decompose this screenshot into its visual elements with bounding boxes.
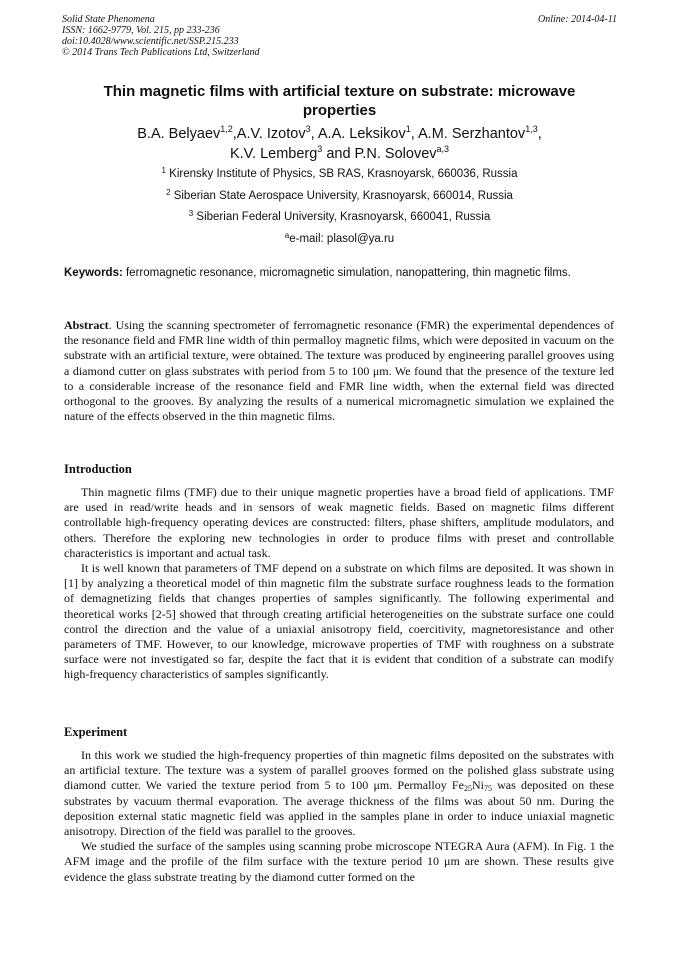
affiliation-sup: 2 <box>166 188 171 197</box>
abstract <box>64 318 614 424</box>
keywords <box>64 266 614 281</box>
author-sup: 1 <box>405 124 411 134</box>
introduction-heading: Introduction <box>64 462 132 476</box>
journal-copyright: © 2014 Trans Tech Publications Ltd, Switzerland <box>62 47 260 58</box>
introduction-body <box>64 485 614 683</box>
abstract-label: Abstract <box>64 318 109 332</box>
affiliation-1 <box>62 167 617 181</box>
author-separator: , <box>537 126 542 142</box>
exp-paragraph-1 <box>64 748 614 839</box>
journal-issn: ISSN: 1662-9779, Vol. 215, pp 233-236 <box>62 25 220 36</box>
author-solovev: and P.N. Solovev <box>322 146 437 162</box>
paper-title <box>62 82 617 120</box>
exp-paragraph-2: We studied the surface of the samples using scanning probe microscope NTEGRA Aura (AFM). In Fig. 1 the AFM image and the profile of the film surface with the texture period 10 μm are shown. These results give evidence the glass substrate treating by the diamond cutter formed on the <box>64 839 614 884</box>
author-izotov: ,A.V. Izotov <box>232 126 306 142</box>
author-sup: 1,3 <box>525 124 538 134</box>
affiliation-sup: 3 <box>188 209 194 218</box>
affiliation-text: Siberian Federal University, Krasnoyarsk, 660041, Russia <box>193 211 491 223</box>
affiliation-2 <box>62 189 617 203</box>
journal-name: Solid State Phenomena <box>62 14 155 25</box>
author-list <box>62 124 617 164</box>
intro-paragraph-1: Thin magnetic films (TMF) due to their unique magnetic properties have a broad field of applications. TMF are used in read/write heads and in sensors of weak magnetic fields. Based on magnetic films different controllable high-frequency operating devices are constructed: filters, phase shifters, amplitude modulators, and others. Therefore the exploring new technologies in order to produce films with preset and controllable characteristics is important and actual task. <box>64 485 614 560</box>
online-date: Online: 2014-04-11 <box>538 14 617 25</box>
email-sup: a <box>284 231 290 240</box>
title-line-2: properties <box>302 102 377 119</box>
author-sup: 3 <box>305 124 311 134</box>
author-sup: a,3 <box>436 144 450 154</box>
keywords-label: Keywords: <box>64 267 123 279</box>
subscript: 25 <box>463 784 472 794</box>
exp-text: was deposited on these substrates by vacuum thermal evaporation. The average thickness of the films was about 50 nm. During the deposition external static magnetic field was applied in the samples plane in order to induce uniaxial magnetic anisotropy. Direction of the field was parallel to the grooves. <box>64 778 614 839</box>
email-text[interactable]: e-mail: plasol@ya.ru <box>289 233 395 245</box>
affiliation-text: Siberian State Aerospace University, Krasnoyarsk, 660014, Russia <box>170 190 513 202</box>
journal-header <box>62 14 617 58</box>
exp-text: In this work we studied the high-frequency properties of thin magnetic films deposited on the substrates with an artificial texture. The texture was a system of parallel grooves formed on the polished glass substrate using diamond cutter. We varied the texture period from 5 to 100 μm. Permalloy Fe <box>64 748 614 793</box>
author-belyaev: B.A. Belyaev <box>137 126 221 142</box>
author-serzhantov: , A.M. Serzhantov <box>410 126 526 142</box>
author-leksikov: , A.A. Leksikov <box>310 126 406 142</box>
author-line-1 <box>62 124 617 144</box>
contact-email <box>62 232 617 246</box>
affiliation-text: Kirensky Institute of Physics, SB RAS, Krasnoyarsk, 660036, Russia <box>165 168 518 180</box>
exp-text: Ni <box>471 778 484 793</box>
author-sup: 3 <box>317 144 323 154</box>
experiment-body <box>64 748 614 885</box>
keywords-text: ferromagnetic resonance, micromagnetic simulation, nanopattering, thin magnetic films. <box>122 267 571 279</box>
journal-doi[interactable]: doi:10.4028/www.scientific.net/SSP.215.233 <box>62 36 239 47</box>
author-line-2 <box>62 144 617 164</box>
author-sup: 1,2 <box>220 124 233 134</box>
abstract-text: . Using the scanning spectrometer of ferromagnetic resonance (FMR) the experimental dependences of the resonance field and FMR line width of thin permalloy magnetic films, which were deposited in vacuum on the substrate with an artificial texture, were obtained. The texture was produced by engineering parallel grooves using a diamond cutter on glass substrates with period from 5 to 100 μm. We found that the presence of the texture led to a considerable increase of the resonance field and FMR line width, when the external field was directed orthogonal to the grooves. By analyzing the results of a numerical micromagnetic simulation we explained the nature of the effects observed in the thin magnetic films. <box>64 318 614 424</box>
author-lemberg: K.V. Lemberg <box>229 146 318 162</box>
affiliation-3 <box>62 210 617 224</box>
subscript: 75 <box>483 784 492 794</box>
intro-paragraph-2: It is well known that parameters of TMF depend on a substrate on which films are deposited. It was shown in [1] by analyzing a theoretical model of thin magnetic film the substrate surface roughness leads to the formation of demagnetizing fields that changes properties of samples significantly. The following experimental and theoretical works [2-5] showed that through creating artificial heterogeneities on the substrate surface one could control the direction and the value of a uniaxial anisotropy field, coercitivity, magnetoresistance and other parameters of TMF. However, to our knowledge, microwave properties of TMF with roughness on a substrate surface were not investigated so far, despite the fact that it is evident that condition of a substrate can modify high-frequency characteristics of samples significantly. <box>64 561 614 682</box>
title-line-1: Thin magnetic films with artificial texture on substrate: microwave <box>103 83 576 100</box>
experiment-heading: Experiment <box>64 725 128 739</box>
affiliation-sup: 1 <box>161 166 166 175</box>
